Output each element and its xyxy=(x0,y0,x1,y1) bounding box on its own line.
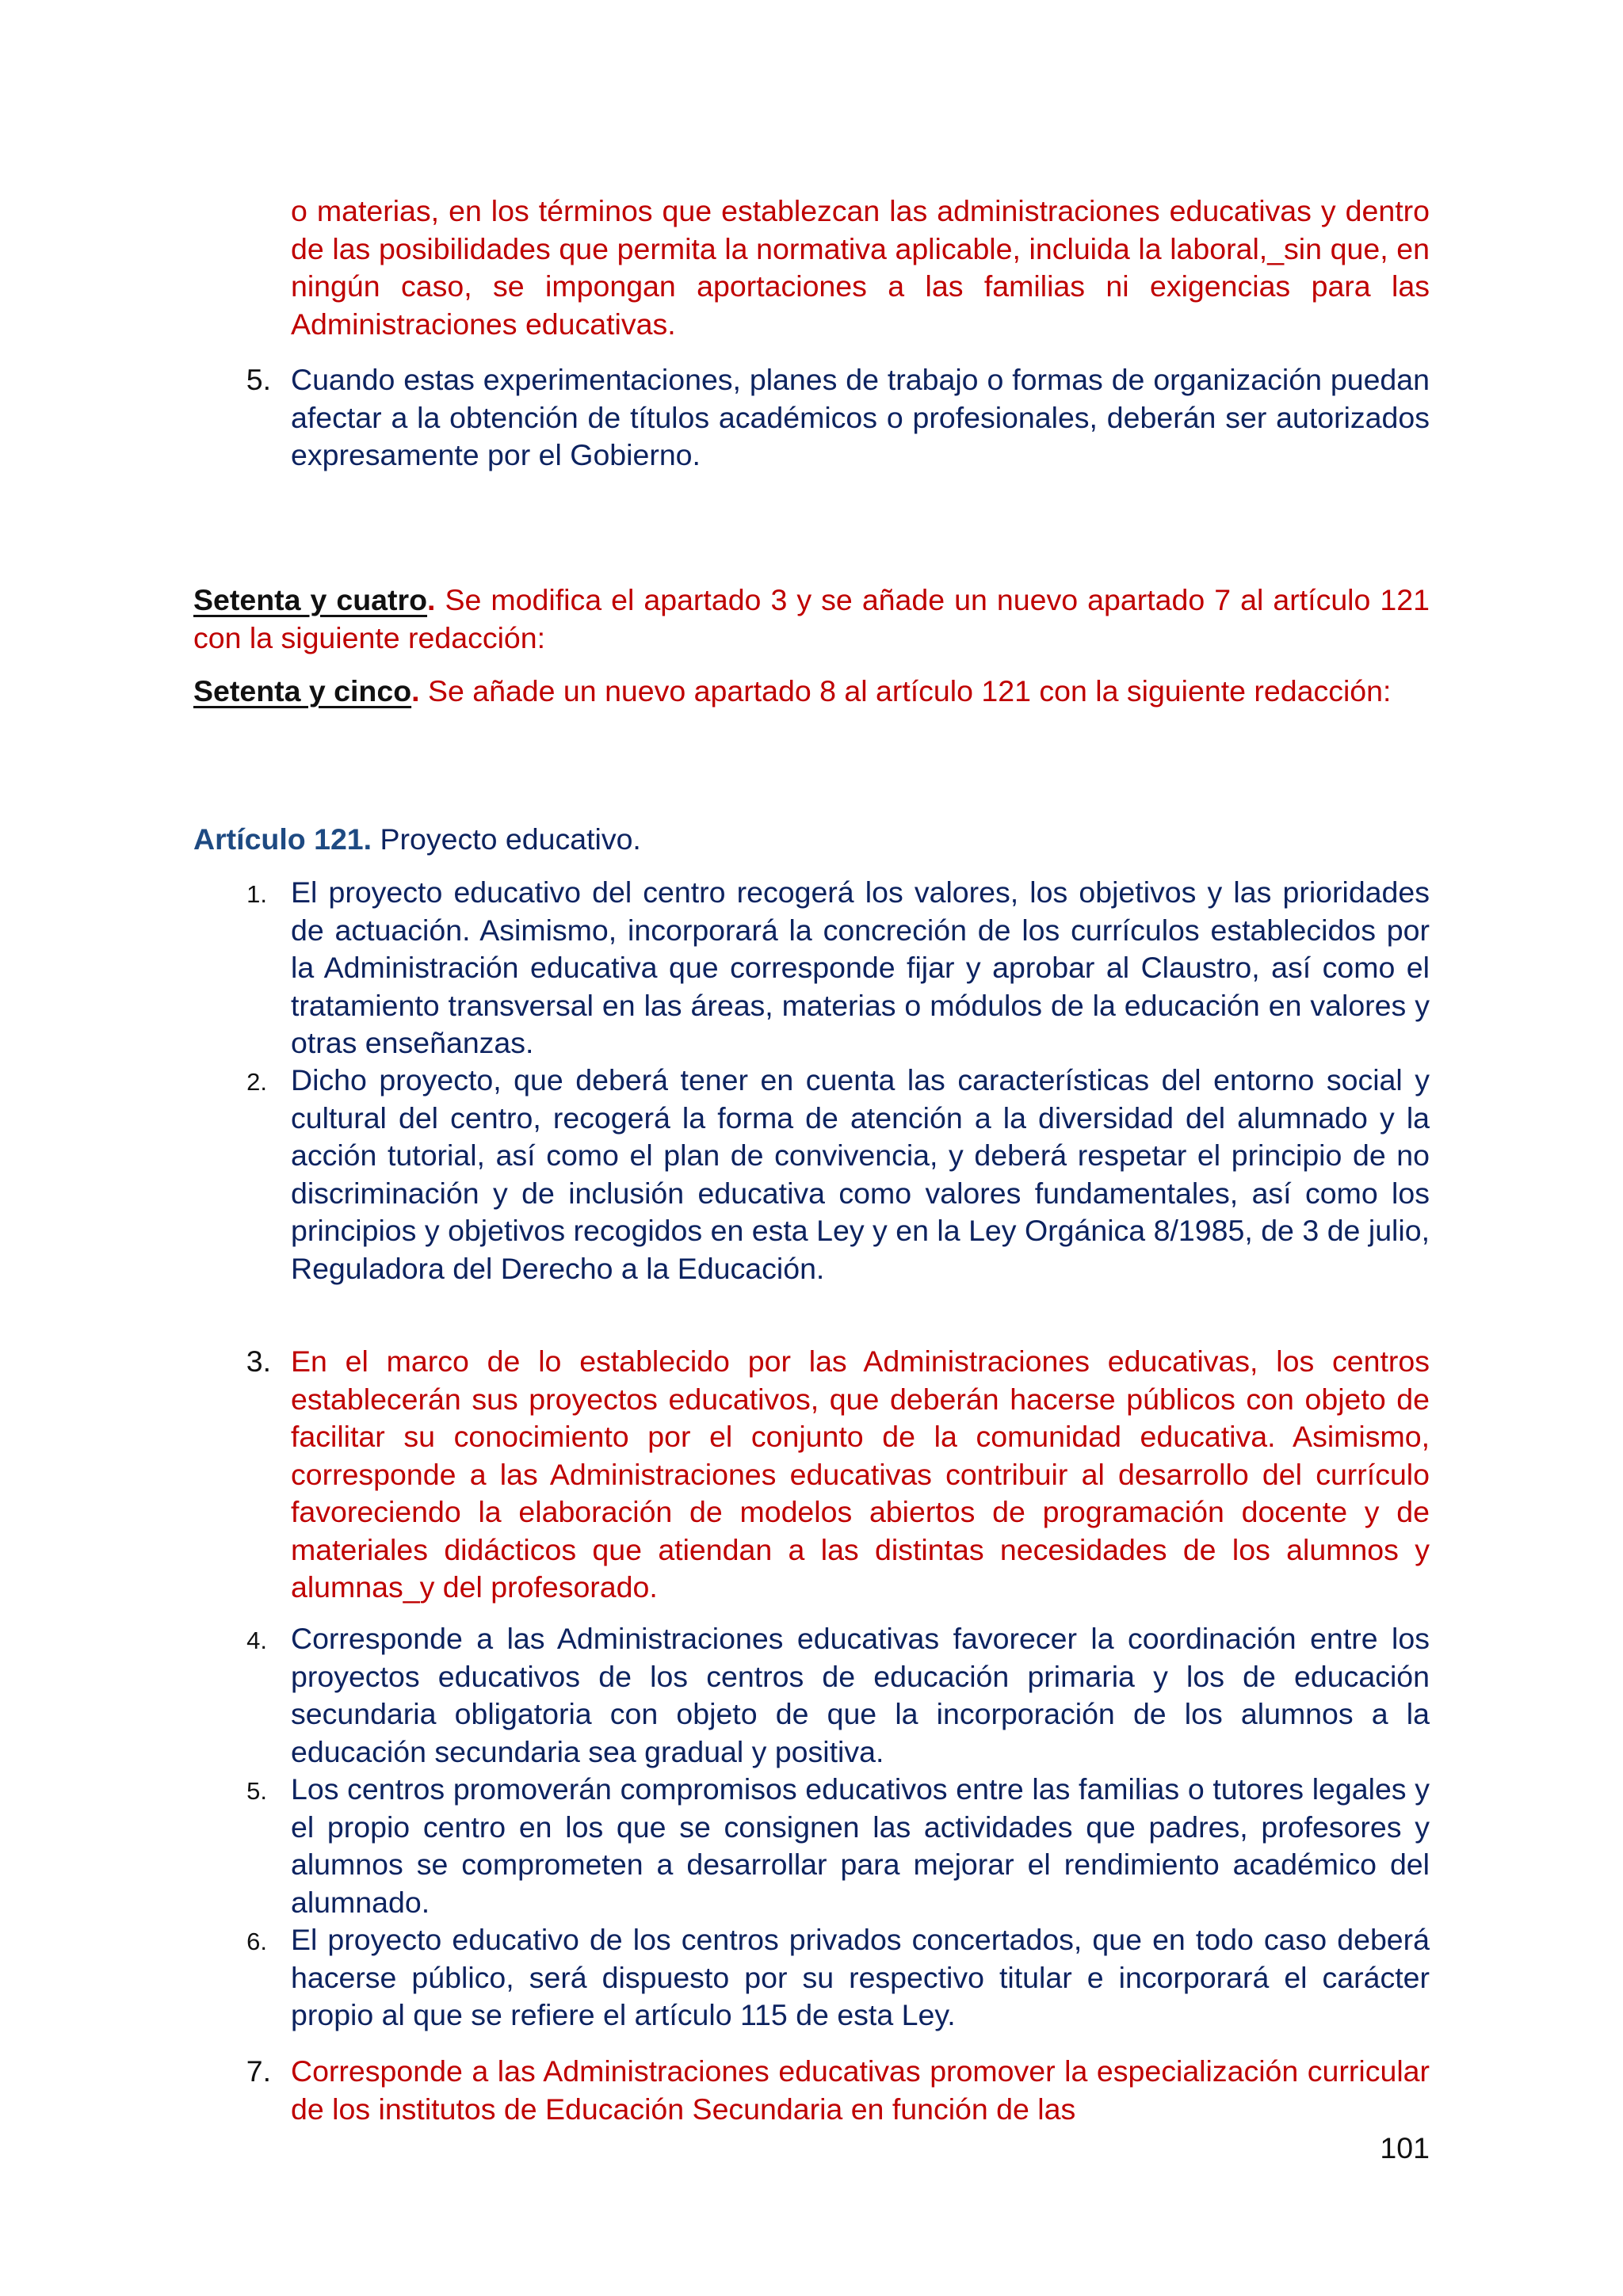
list-number: 6. xyxy=(246,1928,267,1955)
amendment-dot: . xyxy=(411,674,420,707)
list-item-text: Dicho proyecto, que deberá tener en cuenta las características del entorno social y cultural del centro, recogerá la forma de atención a la diversidad del alumnado y la acción tutorial, así como el plan de convivencia, y deberá respetar el principio de no discriminación y de inclusión educativa como valores fundamentales, así como los principios y objetivos recogidos en esta Ley y en la Ley Orgánica 8/1985, de 3 de julio, Reguladora del Derecho a la Educación. xyxy=(291,1063,1430,1285)
amendment-dot: . xyxy=(427,583,436,616)
article-title: Proyecto educativo. xyxy=(372,822,641,856)
list-item-text: Los centros promoverán compromisos educativos entre las familias o tutores legales y el propio centro en los que se consignen las actividades que padres, profesores y alumnos se comprometen a desarrollar para mejorar el rendimiento académico del alumnado. xyxy=(291,1772,1430,1919)
list-number: 2. xyxy=(246,1068,267,1096)
amendment-text: Se añade un nuevo apartado 8 al artículo 121 con la siguiente redacción: xyxy=(419,674,1392,707)
continuation-paragraph: o materias, en los términos que establezcan las administraciones educativas y dentro de las posibilidades que permita la normativa aplicable, incluida la laboral,_sin que, en ningún caso, se impongan aportaciones a las familias ni exigencias para las Administraciones educativas. xyxy=(291,194,1430,341)
amendment-label: Setenta y cuatro xyxy=(193,583,428,616)
article-number: Artículo 121. xyxy=(193,822,372,856)
list-item-text: El proyecto educativo de los centros privados concertados, que en todo caso deberá hacerse público, será dispuesto por su respectivo titular e incorporará el carácter propio al que se refiere el artículo 115 de esta Ley. xyxy=(291,1923,1430,2031)
list-number: 1. xyxy=(246,880,267,908)
list-number: 5. xyxy=(246,1777,267,1805)
list-number: 4. xyxy=(246,1627,267,1654)
list-item-text: En el marco de lo establecido por las Administraciones educativas, los centros establecerán sus proyectos educativos, que deberán hacerse públicos con objeto de facilitar su conocimiento por el conjunto de la comunidad educativa. Asimismo, corresponde a las Administraciones educativas contribuir al desarrollo del currículo favoreciendo la elaboración de modelos abiertos de programación docente y de materiales didácticos que atiendan a las distintas necesidades de los alumnos y alumnas_y del profesorado. xyxy=(291,1344,1430,1604)
list-number: 7. xyxy=(246,2054,271,2088)
article-heading xyxy=(193,821,1430,859)
list-item-text: El proyecto educativo del centro recogerá los valores, los objetivos y las prioridades de actuación. Asimismo, incorporará la concreción de los currículos establecidos por la Administración educativa que corresponde fijar y aprobar al Claustro, así como el tratamiento transversal en las áreas, materias o módulos de la educación en valores y otras enseñanzas. xyxy=(291,875,1430,1059)
amendment-label: Setenta y cinco xyxy=(193,674,412,707)
amendment-paragraph xyxy=(193,582,1430,657)
list-number: 5. xyxy=(246,363,271,396)
amendment-text: Se modifica el apartado 3 y se añade un nuevo apartado 7 al artículo 121 con la siguiente redacción: xyxy=(193,583,1430,654)
page-number: 101 xyxy=(1380,2131,1430,2164)
list-number: 3. xyxy=(246,1344,271,1378)
list-item-text: Cuando estas experimentaciones, planes de trabajo o formas de organización puedan afectar a la obtención de títulos académicos o profesionales, deberán ser autorizados expresamente por el Gobierno. xyxy=(291,363,1430,471)
list-item-text: Corresponde a las Administraciones educativas favorecer la coordinación entre los proyectos educativos de los centros de educación primaria y los de educación secundaria obligatoria con objeto de que la incorporación de los alumnos a la educación secundaria sea gradual y positiva. xyxy=(291,1622,1430,1768)
amendment-paragraph xyxy=(193,673,1430,711)
list-item-text: Corresponde a las Administraciones educativas promover la especialización curricular de los institutos de Educación Secundaria en función de las xyxy=(291,2054,1430,2126)
